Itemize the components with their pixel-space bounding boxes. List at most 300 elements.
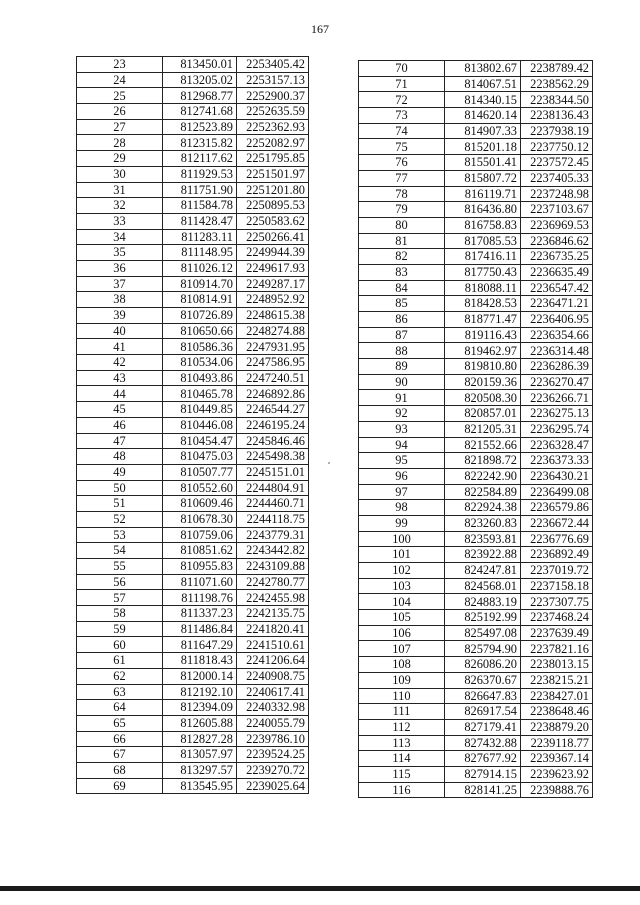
y-coordinate-cell: 2247931.95: [237, 339, 309, 355]
x-coordinate-cell: 822924.38: [445, 500, 521, 516]
y-coordinate-cell: 2248952.92: [237, 292, 309, 308]
y-coordinate-cell: 2237158.18: [521, 578, 593, 594]
table-row: [359, 139, 593, 155]
table-row: [77, 433, 309, 449]
y-coordinate-cell: 2236354.66: [521, 327, 593, 343]
y-coordinate-cell: 2250895.53: [237, 198, 309, 214]
table-row: [359, 500, 593, 516]
y-coordinate-cell: 2237938.19: [521, 123, 593, 139]
y-coordinate-cell: 2252082.97: [237, 135, 309, 151]
table-row: [359, 704, 593, 720]
point-number-cell: 108: [359, 657, 445, 673]
table-row: [77, 323, 309, 339]
y-coordinate-cell: 2236579.86: [521, 500, 593, 516]
x-coordinate-cell: 810446.08: [163, 417, 237, 433]
table-row: [77, 308, 309, 324]
table-row: [77, 402, 309, 418]
point-number-cell: 112: [359, 719, 445, 735]
x-coordinate-cell: 818771.47: [445, 312, 521, 328]
y-coordinate-cell: 2251795.85: [237, 151, 309, 167]
table-row: [359, 76, 593, 92]
table-row: [77, 88, 309, 104]
point-number-cell: 56: [77, 574, 163, 590]
point-number-cell: 57: [77, 590, 163, 606]
x-coordinate-cell: 818088.11: [445, 280, 521, 296]
point-number-cell: 80: [359, 217, 445, 233]
point-number-cell: 78: [359, 186, 445, 202]
y-coordinate-cell: 2238344.50: [521, 92, 593, 108]
point-number-cell: 66: [77, 731, 163, 747]
y-coordinate-cell: 2238879.20: [521, 719, 593, 735]
x-coordinate-cell: 810726.89: [163, 308, 237, 324]
table-row: [77, 684, 309, 700]
point-number-cell: 34: [77, 229, 163, 245]
point-number-cell: 68: [77, 762, 163, 778]
point-number-cell: 75: [359, 139, 445, 155]
table-row: [77, 762, 309, 778]
point-number-cell: 84: [359, 280, 445, 296]
point-number-cell: 86: [359, 312, 445, 328]
table-row: [77, 668, 309, 684]
point-number-cell: 77: [359, 170, 445, 186]
x-coordinate-cell: 823593.81: [445, 531, 521, 547]
y-coordinate-cell: 2237821.16: [521, 641, 593, 657]
y-coordinate-cell: 2236286.39: [521, 359, 593, 375]
x-coordinate-cell: 812523.89: [163, 119, 237, 135]
x-coordinate-cell: 824568.01: [445, 578, 521, 594]
point-number-cell: 69: [77, 778, 163, 794]
x-coordinate-cell: 827179.41: [445, 719, 521, 735]
table-row: [359, 296, 593, 312]
point-number-cell: 33: [77, 213, 163, 229]
point-number-cell: 72: [359, 92, 445, 108]
y-coordinate-cell: 2253405.42: [237, 57, 309, 73]
x-coordinate-cell: 813450.01: [163, 57, 237, 73]
table-row: [77, 574, 309, 590]
point-number-cell: 63: [77, 684, 163, 700]
x-coordinate-cell: 821552.66: [445, 437, 521, 453]
table-row: [359, 374, 593, 390]
x-coordinate-cell: 810814.91: [163, 292, 237, 308]
point-number-cell: 60: [77, 637, 163, 653]
point-number-cell: 24: [77, 72, 163, 88]
point-number-cell: 52: [77, 511, 163, 527]
point-number-cell: 28: [77, 135, 163, 151]
y-coordinate-cell: 2240617.41: [237, 684, 309, 700]
point-number-cell: 44: [77, 386, 163, 402]
point-number-cell: 36: [77, 260, 163, 276]
x-coordinate-cell: 819810.80: [445, 359, 521, 375]
coordinate-table-right: [358, 60, 593, 798]
y-coordinate-cell: 2249287.17: [237, 276, 309, 292]
x-coordinate-cell: 810475.03: [163, 449, 237, 465]
y-coordinate-cell: 2236275.13: [521, 406, 593, 422]
table-row: [359, 359, 593, 375]
x-coordinate-cell: 811198.76: [163, 590, 237, 606]
table-row: [77, 778, 309, 794]
x-coordinate-cell: 812741.68: [163, 104, 237, 120]
x-coordinate-cell: 810465.78: [163, 386, 237, 402]
table-row: [359, 594, 593, 610]
table-row: [77, 151, 309, 167]
y-coordinate-cell: 2236270.47: [521, 374, 593, 390]
x-coordinate-cell: 812192.10: [163, 684, 237, 700]
table-row: [77, 731, 309, 747]
point-number-cell: 40: [77, 323, 163, 339]
table-row: [77, 119, 309, 135]
point-number-cell: 106: [359, 625, 445, 641]
x-coordinate-cell: 820159.36: [445, 374, 521, 390]
point-number-cell: 104: [359, 594, 445, 610]
x-coordinate-cell: 811337.23: [163, 606, 237, 622]
table-row: [77, 700, 309, 716]
y-coordinate-cell: 2250266.41: [237, 229, 309, 245]
x-coordinate-cell: 817416.11: [445, 249, 521, 265]
point-number-cell: 73: [359, 108, 445, 124]
table-row: [359, 170, 593, 186]
table-row: [77, 339, 309, 355]
point-number-cell: 95: [359, 453, 445, 469]
y-coordinate-cell: 2240055.79: [237, 715, 309, 731]
table-row: [359, 641, 593, 657]
table-row: [77, 72, 309, 88]
point-number-cell: 61: [77, 653, 163, 669]
x-coordinate-cell: 811283.11: [163, 229, 237, 245]
point-number-cell: 53: [77, 527, 163, 543]
point-number-cell: 82: [359, 249, 445, 265]
table-row: [77, 637, 309, 653]
table-row: [77, 527, 309, 543]
table-row: [359, 782, 593, 798]
point-number-cell: 97: [359, 484, 445, 500]
x-coordinate-cell: 814067.51: [445, 76, 521, 92]
table-row: [77, 182, 309, 198]
y-coordinate-cell: 2247586.95: [237, 355, 309, 371]
point-number-cell: 113: [359, 735, 445, 751]
point-number-cell: 49: [77, 464, 163, 480]
y-coordinate-cell: 2236328.47: [521, 437, 593, 453]
x-coordinate-cell: 826370.67: [445, 672, 521, 688]
point-number-cell: 103: [359, 578, 445, 594]
bottom-scan-border: [0, 886, 640, 891]
table-row: [359, 547, 593, 563]
point-number-cell: 111: [359, 704, 445, 720]
y-coordinate-cell: 2245498.38: [237, 449, 309, 465]
y-coordinate-cell: 2236892.49: [521, 547, 593, 563]
table-row: [359, 672, 593, 688]
point-number-cell: 110: [359, 688, 445, 704]
table-row: [77, 276, 309, 292]
table-row: [359, 625, 593, 641]
y-coordinate-cell: 2241510.61: [237, 637, 309, 653]
x-coordinate-cell: 813297.57: [163, 762, 237, 778]
point-number-cell: 92: [359, 406, 445, 422]
y-coordinate-cell: 2239118.77: [521, 735, 593, 751]
y-coordinate-cell: 2246892.86: [237, 386, 309, 402]
x-coordinate-cell: 812394.09: [163, 700, 237, 716]
x-coordinate-cell: 812117.62: [163, 151, 237, 167]
y-coordinate-cell: 2236969.53: [521, 217, 593, 233]
point-number-cell: 23: [77, 57, 163, 73]
table-row: [359, 578, 593, 594]
table-row: [77, 747, 309, 763]
point-number-cell: 55: [77, 559, 163, 575]
table-row: [359, 217, 593, 233]
point-number-cell: 26: [77, 104, 163, 120]
table-row: [359, 123, 593, 139]
x-coordinate-cell: 824883.19: [445, 594, 521, 610]
y-coordinate-cell: 2245151.01: [237, 464, 309, 480]
x-coordinate-cell: 810650.66: [163, 323, 237, 339]
table-row: [359, 421, 593, 437]
table-row: [77, 166, 309, 182]
x-coordinate-cell: 823260.83: [445, 515, 521, 531]
y-coordinate-cell: 2236672.44: [521, 515, 593, 531]
table-row: [77, 606, 309, 622]
x-coordinate-cell: 810678.30: [163, 511, 237, 527]
point-number-cell: 48: [77, 449, 163, 465]
x-coordinate-cell: 815807.72: [445, 170, 521, 186]
x-coordinate-cell: 823922.88: [445, 547, 521, 563]
table-row: [77, 559, 309, 575]
x-coordinate-cell: 811486.84: [163, 621, 237, 637]
table-row: [359, 657, 593, 673]
point-number-cell: 91: [359, 390, 445, 406]
table-row: [359, 688, 593, 704]
point-number-cell: 83: [359, 264, 445, 280]
y-coordinate-cell: 2250583.62: [237, 213, 309, 229]
table-row: [77, 449, 309, 465]
table-row: [77, 229, 309, 245]
x-coordinate-cell: 820508.30: [445, 390, 521, 406]
table-row: [77, 245, 309, 261]
table-row: [359, 264, 593, 280]
x-coordinate-cell: 826647.83: [445, 688, 521, 704]
point-number-cell: 47: [77, 433, 163, 449]
point-number-cell: 94: [359, 437, 445, 453]
table-row: [359, 453, 593, 469]
point-number-cell: 51: [77, 496, 163, 512]
point-number-cell: 59: [77, 621, 163, 637]
x-coordinate-cell: 821205.31: [445, 421, 521, 437]
point-number-cell: 27: [77, 119, 163, 135]
point-number-cell: 115: [359, 766, 445, 782]
table-row: [77, 543, 309, 559]
y-coordinate-cell: 2240332.98: [237, 700, 309, 716]
table-row: [359, 390, 593, 406]
y-coordinate-cell: 2238215.21: [521, 672, 593, 688]
y-coordinate-cell: 2237103.67: [521, 202, 593, 218]
x-coordinate-cell: 812827.28: [163, 731, 237, 747]
x-coordinate-cell: 810955.83: [163, 559, 237, 575]
table-row: [359, 312, 593, 328]
x-coordinate-cell: 810454.47: [163, 433, 237, 449]
point-number-cell: 114: [359, 751, 445, 767]
table-row: [359, 531, 593, 547]
scan-speck: [328, 462, 330, 464]
point-number-cell: 90: [359, 374, 445, 390]
y-coordinate-cell: 2236406.95: [521, 312, 593, 328]
point-number-cell: 39: [77, 308, 163, 324]
point-number-cell: 25: [77, 88, 163, 104]
point-number-cell: 58: [77, 606, 163, 622]
point-number-cell: 41: [77, 339, 163, 355]
point-number-cell: 50: [77, 480, 163, 496]
point-number-cell: 37: [77, 276, 163, 292]
y-coordinate-cell: 2237639.49: [521, 625, 593, 641]
point-number-cell: 32: [77, 198, 163, 214]
table-row: [359, 327, 593, 343]
y-coordinate-cell: 2237750.12: [521, 139, 593, 155]
table-row: [77, 260, 309, 276]
y-coordinate-cell: 2236471.21: [521, 296, 593, 312]
point-number-cell: 88: [359, 343, 445, 359]
x-coordinate-cell: 815201.18: [445, 139, 521, 155]
table-row: [359, 233, 593, 249]
table-row: [359, 751, 593, 767]
y-coordinate-cell: 2245846.46: [237, 433, 309, 449]
y-coordinate-cell: 2237248.98: [521, 186, 593, 202]
x-coordinate-cell: 811647.29: [163, 637, 237, 653]
y-coordinate-cell: 2237019.72: [521, 563, 593, 579]
table-row: [359, 202, 593, 218]
x-coordinate-cell: 812605.88: [163, 715, 237, 731]
point-number-cell: 87: [359, 327, 445, 343]
y-coordinate-cell: 2249944.39: [237, 245, 309, 261]
table-row: [359, 155, 593, 171]
point-number-cell: 64: [77, 700, 163, 716]
x-coordinate-cell: 820857.01: [445, 406, 521, 422]
table-row: [77, 198, 309, 214]
x-coordinate-cell: 817750.43: [445, 264, 521, 280]
x-coordinate-cell: 819462.97: [445, 343, 521, 359]
point-number-cell: 29: [77, 151, 163, 167]
y-coordinate-cell: 2241206.64: [237, 653, 309, 669]
point-number-cell: 30: [77, 166, 163, 182]
y-coordinate-cell: 2238136.43: [521, 108, 593, 124]
y-coordinate-cell: 2242135.75: [237, 606, 309, 622]
y-coordinate-cell: 2236373.33: [521, 453, 593, 469]
table-row: [77, 104, 309, 120]
y-coordinate-cell: 2239270.72: [237, 762, 309, 778]
y-coordinate-cell: 2241820.41: [237, 621, 309, 637]
y-coordinate-cell: 2236776.69: [521, 531, 593, 547]
x-coordinate-cell: 810609.46: [163, 496, 237, 512]
x-coordinate-cell: 812000.14: [163, 668, 237, 684]
x-coordinate-cell: 811929.53: [163, 166, 237, 182]
x-coordinate-cell: 816436.80: [445, 202, 521, 218]
page-number: 167: [311, 22, 329, 36]
point-number-cell: 109: [359, 672, 445, 688]
table-row: [77, 386, 309, 402]
table-row: [77, 57, 309, 73]
point-number-cell: 89: [359, 359, 445, 375]
table-row: [77, 715, 309, 731]
point-number-cell: 38: [77, 292, 163, 308]
x-coordinate-cell: 827914.15: [445, 766, 521, 782]
x-coordinate-cell: 811026.12: [163, 260, 237, 276]
table-row: [359, 108, 593, 124]
x-coordinate-cell: 826917.54: [445, 704, 521, 720]
point-number-cell: 65: [77, 715, 163, 731]
y-coordinate-cell: 2239888.76: [521, 782, 593, 798]
y-coordinate-cell: 2252362.93: [237, 119, 309, 135]
y-coordinate-cell: 2253157.13: [237, 72, 309, 88]
x-coordinate-cell: 814907.33: [445, 123, 521, 139]
x-coordinate-cell: 810552.60: [163, 480, 237, 496]
table-row: [359, 280, 593, 296]
x-coordinate-cell: 810586.36: [163, 339, 237, 355]
y-coordinate-cell: 2239025.64: [237, 778, 309, 794]
table-row: [77, 135, 309, 151]
x-coordinate-cell: 810534.06: [163, 355, 237, 371]
y-coordinate-cell: 2240908.75: [237, 668, 309, 684]
y-coordinate-cell: 2243779.31: [237, 527, 309, 543]
table-row: [359, 735, 593, 751]
x-coordinate-cell: 814620.14: [445, 108, 521, 124]
y-coordinate-cell: 2238562.29: [521, 76, 593, 92]
point-number-cell: 107: [359, 641, 445, 657]
x-coordinate-cell: 825497.08: [445, 625, 521, 641]
table-row: [359, 484, 593, 500]
x-coordinate-cell: 813057.97: [163, 747, 237, 763]
x-coordinate-cell: 811148.95: [163, 245, 237, 261]
y-coordinate-cell: 2236635.49: [521, 264, 593, 280]
table-row: [359, 92, 593, 108]
x-coordinate-cell: 812968.77: [163, 88, 237, 104]
table-row: [77, 355, 309, 371]
table-row: [359, 563, 593, 579]
table-row: [359, 468, 593, 484]
table-row: [359, 343, 593, 359]
y-coordinate-cell: 2248615.38: [237, 308, 309, 324]
table-row: [77, 370, 309, 386]
point-number-cell: 43: [77, 370, 163, 386]
y-coordinate-cell: 2243109.88: [237, 559, 309, 575]
x-coordinate-cell: 810507.77: [163, 464, 237, 480]
x-coordinate-cell: 822584.89: [445, 484, 521, 500]
y-coordinate-cell: 2243442.82: [237, 543, 309, 559]
point-number-cell: 99: [359, 515, 445, 531]
x-coordinate-cell: 818428.53: [445, 296, 521, 312]
y-coordinate-cell: 2242780.77: [237, 574, 309, 590]
x-coordinate-cell: 813205.02: [163, 72, 237, 88]
point-number-cell: 98: [359, 500, 445, 516]
point-number-cell: 85: [359, 296, 445, 312]
y-coordinate-cell: 2249617.93: [237, 260, 309, 276]
point-number-cell: 62: [77, 668, 163, 684]
y-coordinate-cell: 2237307.75: [521, 594, 593, 610]
point-number-cell: 81: [359, 233, 445, 249]
y-coordinate-cell: 2236266.71: [521, 390, 593, 406]
table-row: [77, 480, 309, 496]
x-coordinate-cell: 810449.85: [163, 402, 237, 418]
table-row: [359, 186, 593, 202]
point-number-cell: 31: [77, 182, 163, 198]
point-number-cell: 96: [359, 468, 445, 484]
x-coordinate-cell: 824247.81: [445, 563, 521, 579]
x-coordinate-cell: 811584.78: [163, 198, 237, 214]
point-number-cell: 79: [359, 202, 445, 218]
point-number-cell: 102: [359, 563, 445, 579]
y-coordinate-cell: 2244804.91: [237, 480, 309, 496]
x-coordinate-cell: 811818.43: [163, 653, 237, 669]
x-coordinate-cell: 811428.47: [163, 213, 237, 229]
y-coordinate-cell: 2244118.75: [237, 511, 309, 527]
x-coordinate-cell: 810851.62: [163, 543, 237, 559]
x-coordinate-cell: 814340.15: [445, 92, 521, 108]
point-number-cell: 93: [359, 421, 445, 437]
